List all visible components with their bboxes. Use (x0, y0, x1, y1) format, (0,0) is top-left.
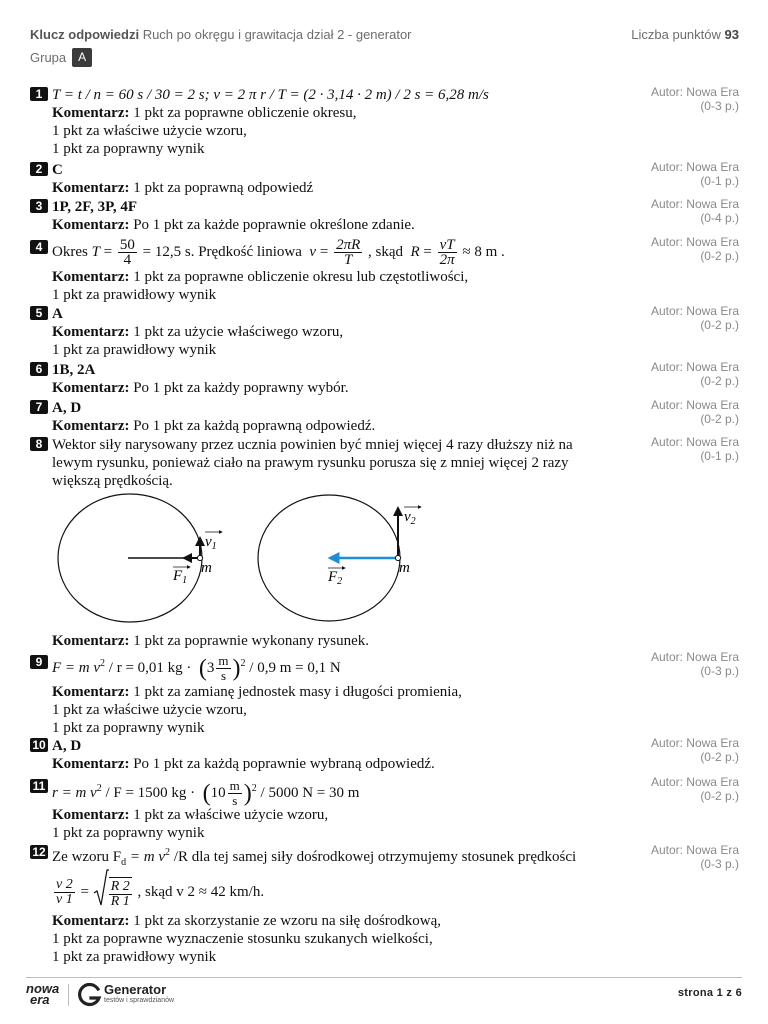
fraction-top: vT (438, 238, 457, 253)
logo-nowa: nowa (26, 981, 60, 996)
question-number: 11 (30, 779, 48, 793)
fraction-bottom: T (343, 252, 353, 269)
answer-text: F = m v (52, 660, 101, 676)
author: Autor: Nowa Era (650, 360, 739, 374)
points-range: (0-3 p.) (700, 663, 739, 678)
author: Autor: Nowa Era (650, 736, 739, 750)
question-number: 9 (30, 655, 48, 669)
comment-label: Komentarz: (52, 269, 130, 285)
comment-line: 1 pkt za prawidłowy wynik (52, 949, 217, 965)
fraction-top: m (229, 778, 240, 794)
fraction (109, 877, 132, 909)
answer-text: / 5000 N = 30 m (260, 785, 360, 801)
answer-text: = 12,5 s. Prędkość liniowa (142, 244, 302, 260)
comment-line: 1 pkt za poprawny wynik (52, 720, 205, 736)
question-number: 1 (30, 87, 48, 101)
answer-text: / r = 0,01 kg · (108, 660, 192, 676)
comment-line: 1 pkt za poprawne wyznaczenie stosunku szukanych wielkości, (52, 931, 433, 947)
unit-fraction (228, 779, 242, 808)
logo-separator (68, 984, 69, 1006)
comment-line: 1 pkt za poprawny wynik (52, 141, 205, 157)
answer: C (52, 162, 63, 178)
label-m-left: m (201, 560, 212, 576)
comment-line: 1 pkt za właściwe użycie wzoru, (133, 807, 329, 823)
comment-line: 1 pkt za właściwe użycie wzoru, (52, 702, 247, 718)
fraction (118, 238, 137, 267)
points-value: 93 (724, 27, 739, 42)
fraction-bottom: s (220, 668, 226, 684)
footer-divider (26, 977, 742, 978)
question-number: 6 (30, 362, 48, 376)
points-range: (0-2 p.) (700, 373, 739, 388)
comment-label: Komentarz: (52, 180, 130, 196)
generator-subtitle: testów i sprawdzianów (104, 997, 175, 1004)
square-root (93, 873, 134, 913)
answer-line: lewym rysunku, ponieważ ciało na prawym rysunku porusza się z mniej więcej 2 razy (52, 455, 569, 471)
answer: F = m $v^2 / r = 0,01$ kg · (3 $\frac{m}{s}$ )$^2$ / 0,9 m = 0,1 N (52, 653, 341, 684)
group-indicator (30, 49, 92, 68)
author: Autor: Nowa Era (650, 775, 739, 789)
comment-label: Komentarz: (52, 418, 130, 434)
exponent: 2 (100, 658, 106, 669)
comment-label: Komentarz: (52, 105, 130, 121)
fraction (438, 238, 457, 267)
answer-text: , skąd v 2 ≈ 42 km/h. (137, 884, 265, 900)
paren-number: 3 (206, 660, 215, 676)
answer-text: Okres (52, 244, 88, 260)
points-range: (0-4 p.) (700, 210, 739, 225)
comment-label: Komentarz: (52, 217, 130, 233)
answer: 1B, 2A (52, 362, 96, 378)
question-number: 2 (30, 162, 48, 176)
points-range: (0-2 p.) (700, 248, 739, 263)
answer: A, D (52, 400, 82, 416)
comment-label: Komentarz: (52, 633, 130, 649)
answer: T = t / n = 60 s / 30 = 2 s; v = 2 π r / T = (2 · 3,14 · 2 m) / 2 s = 6,28 m/s (52, 87, 489, 103)
group-badge: A (72, 48, 92, 67)
fraction (54, 878, 75, 907)
exponent: 2 (96, 783, 102, 794)
answer-text: / F = 1500 kg · (105, 785, 196, 801)
label-f2: $F_2$ (328, 569, 343, 587)
points-range: (0-2 p.) (700, 788, 739, 803)
comment-label: Komentarz: (52, 756, 130, 772)
answer-text: = m v (129, 849, 166, 865)
comment-label: Komentarz: (52, 380, 130, 396)
fraction-bottom: 2π (439, 252, 455, 269)
author: Autor: Nowa Era (650, 197, 739, 211)
comment-line: Po 1 pkt za każdą poprawną odpowiedź. (133, 418, 376, 434)
total-points (631, 27, 739, 42)
generator-title: Generator (104, 982, 167, 997)
author: Autor: Nowa Era (650, 304, 739, 318)
label-v2: $v_2$ (404, 509, 416, 527)
page-number: strona 1 z 6 (677, 987, 742, 999)
fraction-top: 2πR (336, 237, 361, 254)
exponent: 2 (251, 783, 257, 794)
answer: r = m $v^2 / F = 1500$ kg · (10 $\frac{m}{s}$ )$^2$ / 5000 N = 30 m (52, 778, 360, 809)
answer: 1P, 2F, 3P, 4F (52, 199, 138, 215)
question-number: 7 (30, 400, 48, 414)
comment-line: 1 pkt za poprawne obliczenie okresu lub częstotliwości, (133, 269, 469, 285)
answer: A, D (52, 738, 82, 754)
comment-line: 1 pkt za prawidłowy wynik (52, 287, 217, 303)
comment-label: Komentarz: (52, 324, 130, 340)
subscript: d (121, 857, 127, 868)
paren-number: 10 (210, 785, 226, 801)
answer: A (52, 306, 63, 322)
generator-logo-icon (78, 983, 102, 1007)
label-f1: $F_1$ (173, 568, 188, 586)
fraction-bottom: R 1 (110, 894, 130, 910)
nowa-era-logo (26, 983, 62, 1009)
fraction-top: m (218, 653, 229, 669)
label-m-right: m (399, 560, 410, 576)
force-diagrams (50, 490, 430, 630)
generator-logo-text (104, 982, 174, 1005)
question-number: 10 (30, 738, 48, 752)
question-number: 4 (30, 240, 48, 254)
points-range: (0-1 p.) (700, 173, 739, 188)
question-number: 8 (30, 437, 48, 451)
answer-text: r = m v (52, 785, 97, 801)
answer-text: Ze wzoru F (52, 849, 122, 865)
comment-line: Po 1 pkt za każde poprawnie określone zdanie. (133, 217, 415, 233)
page-header (30, 27, 739, 69)
title-rest: Ruch po okręgu i grawitacja dział 2 - generator (142, 27, 412, 42)
answer-text: ≈ 8 m . (462, 244, 505, 260)
logo-era: era (30, 992, 50, 1007)
comment-line: 1 pkt za właściwe użycie wzoru, (52, 123, 247, 139)
exponent: 2 (240, 658, 246, 669)
question-number: 5 (30, 306, 48, 320)
points-range: (0-3 p.) (700, 98, 739, 113)
answer-line: większą prędkością. (52, 473, 173, 489)
comment-line: 1 pkt za poprawną odpowiedź (133, 180, 314, 196)
author: Autor: Nowa Era (650, 398, 739, 412)
author: Autor: Nowa Era (650, 843, 739, 857)
fraction-top: R 2 (110, 879, 130, 895)
unit-fraction (216, 654, 230, 683)
comment-label: Komentarz: (52, 913, 130, 929)
author: Autor: Nowa Era (650, 235, 739, 249)
comment-label: Komentarz: (52, 807, 130, 823)
comment-line: 1 pkt za prawidłowy wynik (52, 342, 217, 358)
points-range: (0-2 p.) (700, 411, 739, 426)
comment-line: 1 pkt za poprawnie wykonany rysunek. (133, 633, 369, 649)
answer-text: , skąd (368, 244, 403, 260)
answer-text: /R dla tej samej siły dośrodkowej otrzymujemy stosunek prędkości (173, 849, 577, 865)
answer-ratio: $\frac{v 2}{v 1}$ = $\frac{R 2}{R 1}$ , skąd v 2 ≈ 42 km/h. (52, 872, 642, 912)
points-range: (0-2 p.) (700, 749, 739, 764)
author: Autor: Nowa Era (650, 85, 739, 99)
comment-line: 1 pkt za skorzystanie ze wzoru na siłę dośrodkową, (133, 913, 442, 929)
root-sign-icon (93, 869, 109, 909)
comment-line: 1 pkt za użycie właściwego wzoru, (133, 324, 344, 340)
points-range: (0-2 p.) (700, 317, 739, 332)
points-label: Liczba punktów (631, 27, 721, 42)
title-bold: Klucz odpowiedzi (30, 27, 140, 42)
answer-line: Wektor siły narysowany przez ucznia powinien być mniej więcej 4 razy dłuższy niż na (52, 437, 573, 453)
points-range: (0-3 p.) (700, 856, 739, 871)
answer (52, 844, 642, 872)
fraction-bottom: 4 (123, 252, 132, 269)
author: Autor: Nowa Era (650, 650, 739, 664)
fraction-top: 50 (119, 237, 135, 254)
answer: Okres T = $\frac{50}{4}$ = 12,5 s. Prędkość liniowa v = $\frac{2\pi R}{T}$ , skąd R = $\frac{vT}{2\pi}$ ≈ 8 m . (52, 237, 505, 269)
question-number: 12 (30, 845, 48, 859)
comment-label: Komentarz: (52, 684, 130, 700)
fraction-bottom: s (232, 793, 238, 809)
exponent: 2 (165, 847, 171, 858)
comment-line: Po 1 pkt za każdą poprawnie wybraną odpowiedź. (133, 756, 435, 772)
author: Autor: Nowa Era (650, 160, 739, 174)
fraction (334, 238, 362, 267)
comment-line: 1 pkt za zamianę jednostek masy i długości promienia, (133, 684, 462, 700)
points-range: (0-1 p.) (700, 448, 739, 463)
group-label: Grupa (30, 49, 67, 65)
fraction-top: v 2 (56, 877, 73, 893)
comment-line: 1 pkt za poprawny wynik (52, 825, 205, 841)
question-number: 3 (30, 199, 48, 213)
label-v1: $v_1$ (205, 534, 217, 552)
comment-line: 1 pkt za poprawne obliczenie okresu, (133, 105, 357, 121)
answer-text: / 0,9 m = 0,1 N (249, 660, 341, 676)
author: Autor: Nowa Era (650, 435, 739, 449)
comment-line: Po 1 pkt za każdy poprawny wybór. (133, 380, 349, 396)
fraction-bottom: v 1 (56, 892, 73, 908)
document-title (30, 27, 412, 42)
